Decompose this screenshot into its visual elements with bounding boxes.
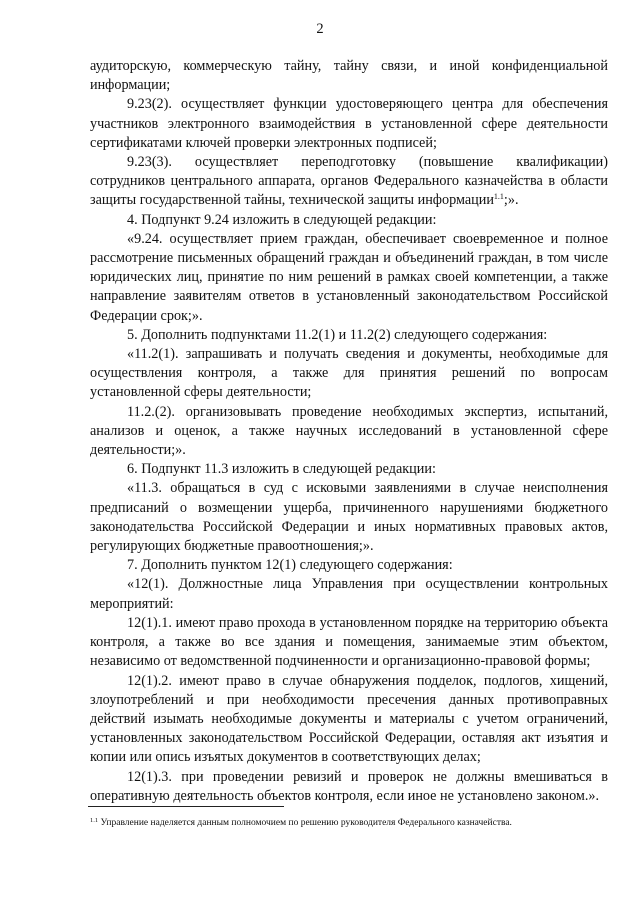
paragraph-7: «11.2(1). запрашивать и получать сведения и документы, необходимые для осуществления контроля, а также для принятия решений по вопросам установленной сферы деятельности; (90, 346, 608, 401)
paragraph-3-end: ;». (503, 192, 519, 209)
paragraph-3 (90, 153, 608, 211)
paragraph-6: 5. Дополнить подпунктами 11.2(1) и 11.2(2) следующего содержания: (127, 326, 548, 343)
paragraph-12: «12(1). Должностные лица Управления при осуществлении контрольных мероприятий: (90, 576, 608, 612)
paragraph-15: 12(1).3. при проведении ревизий и проверок не должны вмешиваться в оперативную деятельность объектов контроля, если иное не установлено законом.». (90, 768, 608, 804)
footnote-reference: 1.1 (493, 192, 504, 202)
paragraph-3-text: 9.23(3). осуществляет переподготовку (повышение квалификации) сотрудников центрального аппарата, органов Федерального казначейства в области защиты государственной тайны, технической защиты информации (90, 154, 608, 209)
footnote-divider (88, 806, 284, 807)
footnote-text: Управление наделяется данным полномочием по решению руководителя Федерального казначейства. (100, 818, 512, 828)
paragraph-10: «11.3. обращаться в суд с исковыми заявлениями в случае неисполнения предписаний о возмещении ущерба, причиненного нарушениями бюджетного законодательства Российской Федерации и иных нормативных правовых актов, регулирующих бюджетные правоотношения;». (90, 480, 608, 555)
paragraph-14: 12(1).2. имеют право в случае обнаружения подделок, подлогов, хищений, злоупотреблений и при необходимости пресечения данных противоправных действий изымать необходимые документы и материалы с учетом ограничений, установленных законодательством Российской Федерации, оставляя акт изъятия и копии или опись изъятых документов в соответствующих делах; (90, 672, 608, 766)
paragraph-2: 9.23(2). осуществляет функции удостоверяющего центра для обеспечения участников электронного взаимодействия в установленной сфере деятельности сертификатами ключей проверки электронных подписей; (90, 96, 608, 151)
paragraph-13: 12(1).1. имеют право прохода в установленном порядке на территорию объекта контроля, а также во все здания и помещения, занимаемые этим объектом, независимо от ведомственной подчиненности и организационно-правовой формы; (90, 614, 608, 670)
paragraph-5: «9.24. осуществляет прием граждан, обеспечивает своевременное и полное рассмотрение письменных обращений граждан и объединений граждан, в том числе юридических лиц, принятие по ним решений в рамках своей компетенции, а также направление заявителям ответов в установленный законодательством Российской Федерации срок;». (90, 230, 608, 324)
page-number: 2 (316, 21, 324, 37)
paragraph-9: 6. Подпункт 11.3 изложить в следующей редакции: (127, 461, 436, 478)
paragraph-4: 4. Подпункт 9.24 изложить в следующей редакции: (127, 211, 437, 228)
paragraph-8: 11.2.(2). организовывать проведение необходимых экспертиз, испытаний, анализов и оценок, а также научных исследований в установленной сфере деятельности;». (90, 403, 608, 459)
document-body (90, 57, 608, 806)
paragraph-1: аудиторскую, коммерческую тайну, тайну связи, и иной конфиденциальной информации; (90, 58, 608, 94)
footnote (90, 815, 610, 829)
footnote-marker: 1.1 (90, 817, 99, 824)
paragraph-11: 7. Дополнить пунктом 12(1) следующего содержания: (127, 557, 453, 574)
